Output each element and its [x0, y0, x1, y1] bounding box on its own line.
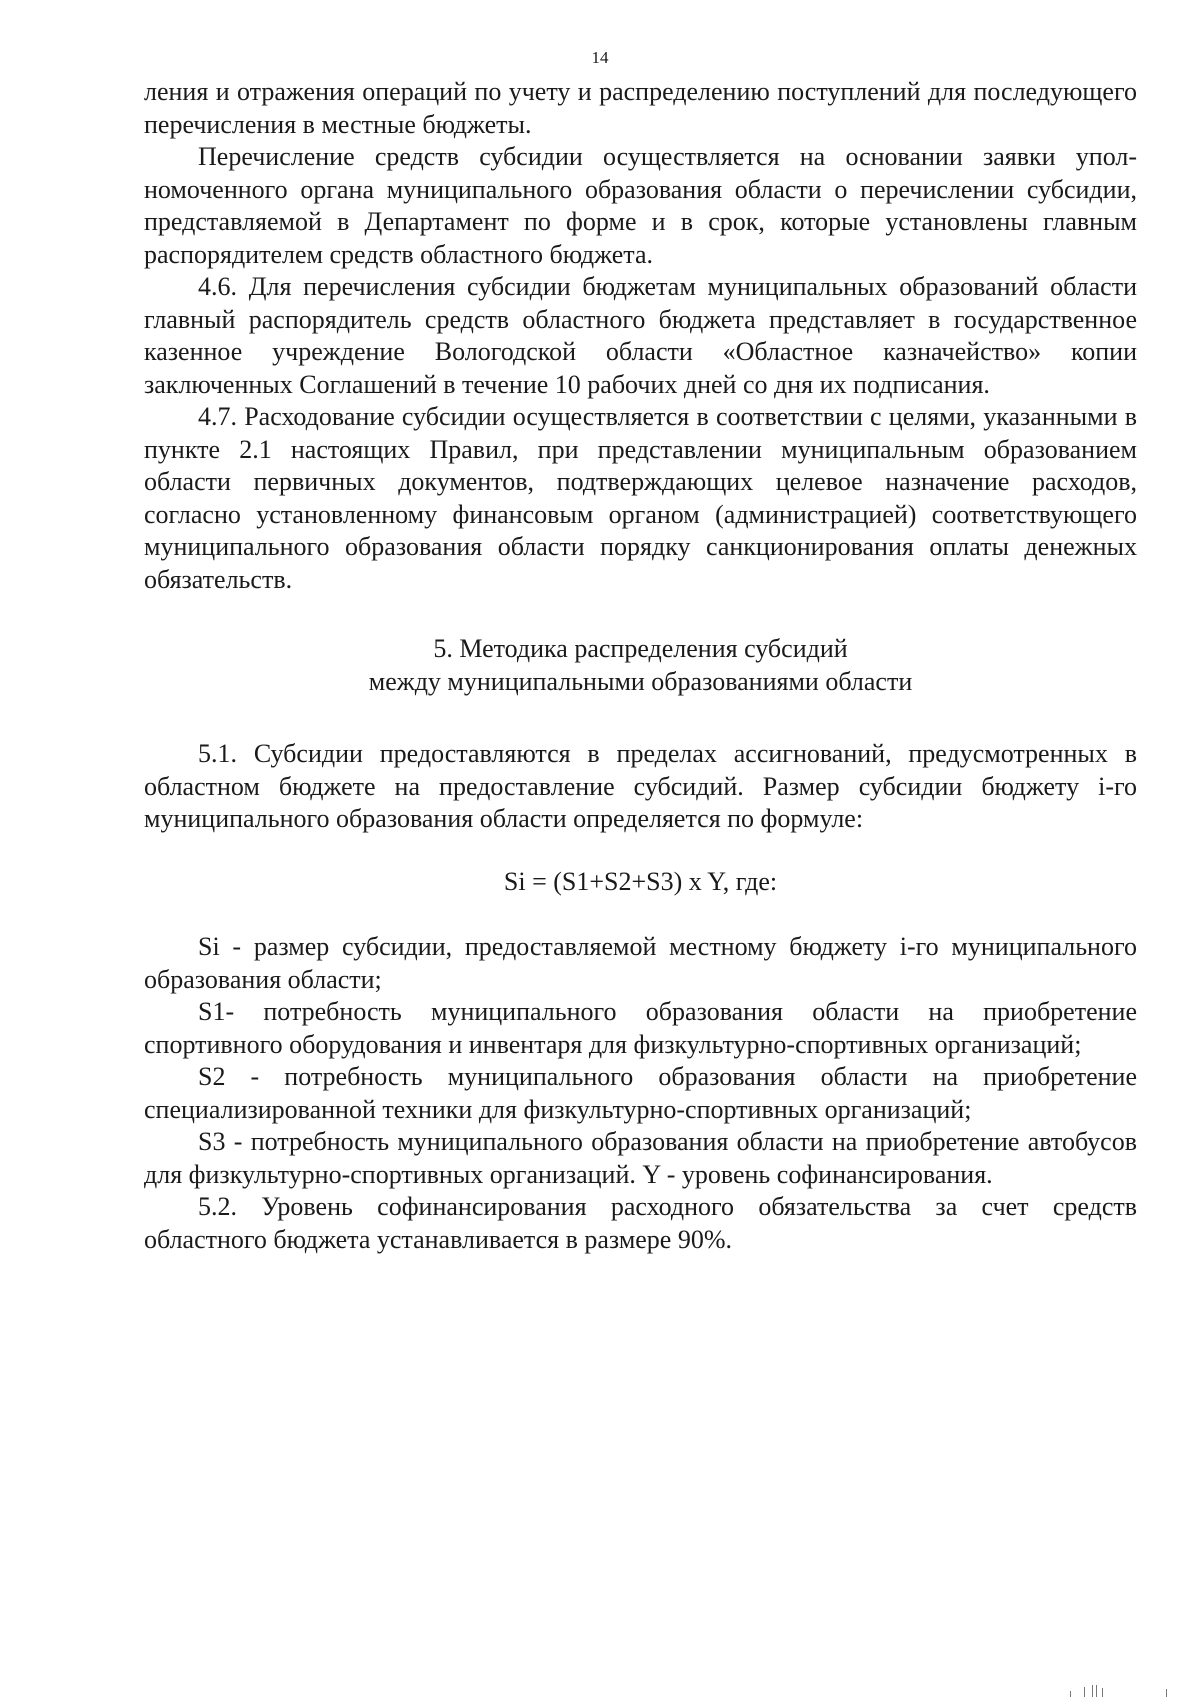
definition-s2: S2 - потребность муниципального образования области на приобретение специализированной техники для физкультурно-спортивных организаций; [144, 1062, 1137, 1124]
definition-si: Si - размер субсидии, предоставляемой местному бюджету i-го муниципального образования области; [144, 932, 1137, 994]
paragraph-4-6: 4.6. Для перечисления субсидии бюджетам муниципальных образований области главный распорядитель средств областного бюджета представляет в государственное казенное учреждение Вологодской области «Областное казначейство» копии заключенных Соглашений в течение 10 рабочих дней со дня их подписания. [144, 272, 1137, 399]
page-number: 14 [591, 48, 609, 67]
paragraph-transfer-basis: Перечисление средств субсидии осуществляется на основании заявки уполномоченного органа муниципального образования области о перечислении субсидии, представляемой в Департамент по форме и в срок, которые установлены главным распорядителем средств областного бюджета. [144, 142, 1137, 269]
subsidy-formula: Si = (S1+S2+S3) x Y, где: [503, 866, 778, 896]
paragraph-continuation: ления и отражения операций по учету и распределению поступлений для последующего перечисления в местные бюджеты. [144, 77, 1137, 139]
scan-edge-marks [1062, 1683, 1182, 1697]
section-5-heading [144, 633, 1137, 698]
paragraph-4-7: 4.7. Расходование субсидии осуществляется в соответствии с целями, указанными в пункте 2.1 настоящих Правил, при представлении муниципальным образованием области первичных документов, подтверждающих целевое назначение расходов, согласно установленному финансовым органом (администрацией) соответствующего муниципального образования области порядку санкционирования оплаты денежных обязательств. [144, 402, 1137, 594]
section-5-heading-line-1: 5. Методика распределения субсидий [433, 634, 848, 663]
paragraph-5-2: 5.2. Уровень софинансирования расходного обязательства за счет средств областного бюджета устанавливается в размере 90%. [144, 1192, 1137, 1254]
definition-s1: S1- потребность муниципального образования области на приобретение спортивного оборудования и инвентаря для физкультурно-спортивных организаций; [144, 997, 1137, 1059]
definition-s3: S3 - потребность муниципального образования области на приобретение автобусов для физкультурно-спортивных организаций. Y - уровень софинансирования. [144, 1127, 1137, 1189]
section-5-heading-line-2: между муниципальными образованиями области [368, 666, 913, 696]
paragraph-5-1: 5.1. Субсидии предоставляются в пределах ассигнований, предусмотренных в областном бюджете на предоставление субсидий. Размер субсидии бюджету i-го муниципального образования области определяется по формуле: [144, 739, 1137, 833]
document-body [144, 76, 1137, 1256]
